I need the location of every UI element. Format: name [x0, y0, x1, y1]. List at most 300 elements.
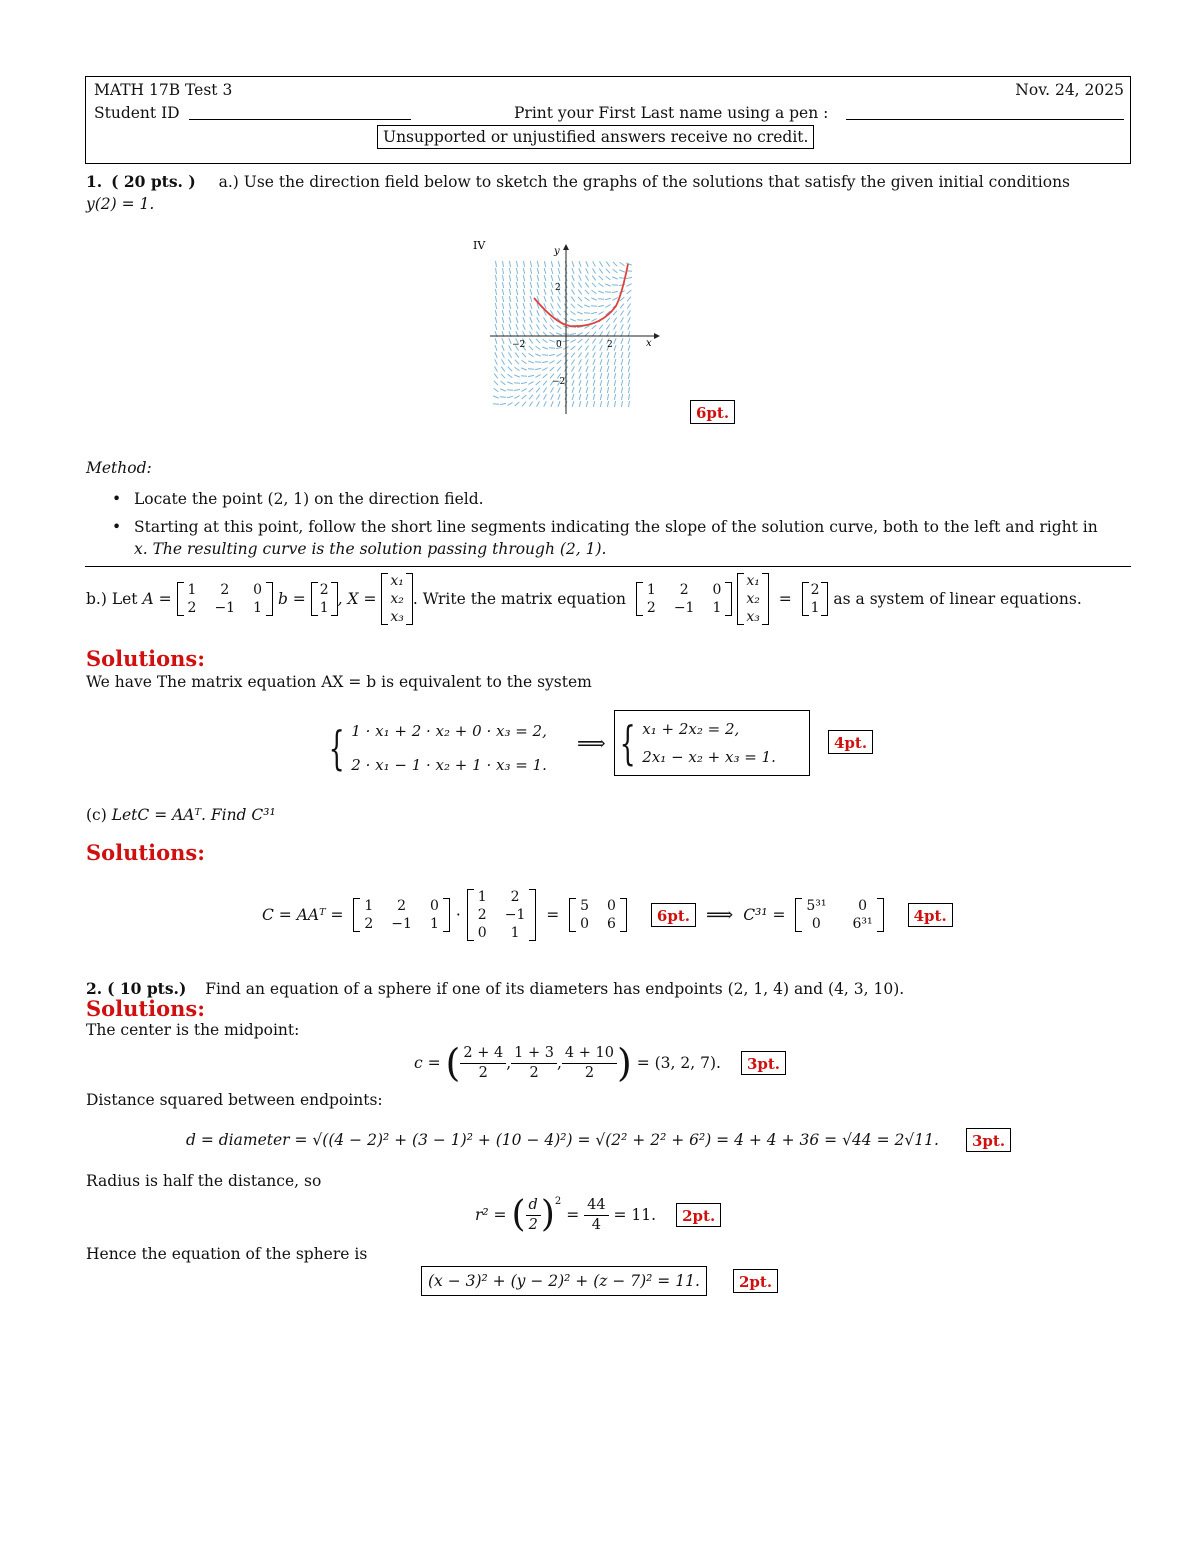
q1b-b-label: b = [277, 590, 306, 608]
slope-segment [544, 296, 546, 302]
slope-segment [593, 401, 594, 407]
slope-segment [619, 270, 625, 272]
slope-segment [621, 352, 623, 358]
equals-sign: = [566, 1206, 580, 1224]
matrix-cell: 0 [712, 582, 722, 598]
slope-segment [572, 380, 574, 386]
slope-segment [537, 268, 538, 274]
q1b-text: . Write the matrix equation [412, 590, 627, 608]
slope-segment [529, 388, 534, 392]
graph-panel-label: IV [473, 239, 486, 252]
matrix-cell: 2 [187, 600, 197, 616]
q1a-points-badge [690, 400, 735, 424]
equation-points-badge [733, 1269, 778, 1293]
radius-result: = 11. [613, 1206, 657, 1224]
q2-number: 2. [86, 979, 103, 998]
slope-segment [529, 346, 533, 350]
slope-segment [621, 345, 623, 351]
slope-segment [494, 388, 499, 392]
slope-segment [501, 359, 504, 364]
slope-segment [585, 283, 589, 288]
matrix-cell: −1 [391, 916, 412, 932]
slope-segment [605, 284, 611, 286]
slope-segment [586, 268, 589, 273]
slope-segment [585, 346, 588, 351]
slope-segment [558, 387, 561, 392]
slope-segment [591, 319, 596, 322]
slope-segment [549, 340, 555, 342]
matrix-cell: 0 [858, 898, 867, 914]
slope-segment [599, 325, 603, 330]
slope-segment [571, 297, 575, 302]
slope-segment [613, 262, 617, 266]
slope-segment [614, 380, 615, 386]
matrix-cell: 1 [810, 600, 820, 616]
slope-segment [508, 360, 512, 365]
slope-segment [571, 304, 575, 308]
slope-segment [535, 354, 541, 356]
matrix-cell: x₂ [746, 591, 760, 607]
slope-segment [507, 382, 513, 384]
matrix-cell: x₃ [390, 609, 404, 625]
center-intro: The center is the midpoint: [86, 1021, 300, 1039]
slope-segment [521, 376, 527, 377]
q1c-solutions-heading: Solutions: [86, 840, 205, 865]
slope-segment [579, 261, 581, 267]
system-row: 2 · x₁ − 1 · x₂ + 1 · x₃ = 1. [351, 756, 547, 774]
slope-segment [515, 353, 519, 358]
slope-segment [509, 268, 510, 274]
matrix-cell: 0 [811, 916, 821, 932]
slope-segment [501, 367, 505, 372]
slope-segment [551, 282, 553, 288]
slope-segment [536, 324, 539, 329]
slope-segment [495, 359, 498, 364]
slope-segment [529, 339, 533, 344]
slope-segment [586, 366, 588, 372]
q1a-text: Use the direction field below to sketch the graphs of the solutions that satisfy the given initial conditions [243, 173, 1071, 191]
y-axis-arrow [563, 244, 569, 250]
slope-segment [508, 352, 511, 357]
slope-segment [586, 394, 588, 400]
tick-label-y-2: 2 [555, 283, 561, 293]
slope-segment [586, 352, 589, 357]
slope-segment [495, 317, 496, 323]
system-simplified-box [614, 710, 810, 776]
slope-segment [585, 290, 589, 294]
q1a-label: a.) [218, 173, 239, 191]
course-title: MATH 17B Test 3 [94, 81, 233, 99]
slope-segment [551, 275, 553, 281]
slope-segment [593, 366, 595, 372]
y-axis-label: y [554, 246, 560, 257]
slope-segment [586, 261, 588, 267]
slope-segment [584, 319, 590, 320]
slope-segment [494, 381, 498, 385]
slope-segment [503, 261, 504, 267]
name-field[interactable] [846, 119, 1124, 120]
slope-segment [621, 380, 622, 386]
center-frac-x [460, 1044, 506, 1083]
slope-segment [600, 380, 602, 386]
slope-segment [572, 275, 574, 281]
slope-segment [500, 397, 506, 398]
slope-segment [537, 261, 538, 267]
q1c-points-badge-2 [908, 903, 953, 927]
slope-segment [516, 289, 517, 295]
name-label: Print your First Last name using a pen : [514, 104, 829, 122]
slope-segment [606, 318, 610, 323]
slope-segment [514, 383, 520, 384]
slope-segment [502, 338, 504, 344]
slope-segment [529, 353, 534, 357]
slope-segment [612, 277, 618, 279]
slope-segment [593, 359, 595, 365]
slope-segment [598, 312, 603, 315]
center-points-text: 3pt. [741, 1051, 786, 1075]
slope-segment [496, 268, 497, 274]
slope-segment [606, 276, 611, 280]
slope-segment [528, 361, 534, 363]
slope-segment [516, 268, 517, 274]
slope-segment [586, 401, 587, 407]
student-id-label: Student ID [94, 104, 180, 122]
q2-points: ( 10 pts.) [107, 979, 187, 998]
slope-segment [549, 348, 555, 349]
slope-segment [577, 312, 583, 314]
slope-segment [586, 387, 588, 393]
slope-segment [495, 282, 496, 288]
slope-segment [550, 367, 555, 371]
slope-segment [529, 395, 533, 400]
slope-segment [598, 291, 604, 293]
slope-segment [543, 381, 547, 386]
matrix-cell: 5³¹ [806, 898, 827, 914]
slope-segment [628, 366, 629, 372]
q1b-points-text: 4pt. [828, 730, 873, 754]
slope-segment [550, 325, 554, 329]
matrix-C [569, 898, 627, 932]
slope-segment [502, 275, 503, 281]
slope-segment [551, 289, 553, 295]
matrix-cell: 2 [397, 898, 407, 914]
slope-segment [557, 303, 560, 308]
slope-segment [593, 380, 595, 386]
matrix-cell: −1 [214, 600, 236, 616]
equation-intro: Hence the equation of the sphere is [86, 1245, 368, 1263]
slope-segment [578, 290, 582, 295]
tick-label-x-neg2: −2 [512, 340, 526, 350]
slope-segment [612, 298, 617, 301]
slope-segment [544, 401, 547, 406]
slope-segment [509, 261, 510, 267]
slope-segment [521, 382, 527, 383]
slope-segment [605, 298, 611, 299]
slope-segment [584, 313, 590, 314]
slope-segment [613, 269, 618, 273]
slope-segment [628, 387, 629, 393]
slope-segment [523, 310, 525, 316]
slope-segment [530, 289, 532, 295]
slope-segment [579, 394, 581, 400]
slope-segment [570, 319, 576, 321]
tick-label-origin: 0 [556, 340, 562, 350]
distance-intro: Distance squared between endpoints: [86, 1091, 383, 1109]
center-lhs: c = [414, 1054, 441, 1072]
q1b-points-badge [828, 730, 873, 754]
slope-segment [600, 366, 602, 372]
slope-segment [628, 380, 629, 386]
q1b-label: b.) [86, 590, 107, 608]
slope-segment [620, 262, 625, 266]
slope-segment [621, 401, 622, 407]
slope-segment [592, 268, 595, 273]
slope-segment [607, 387, 608, 393]
slope-segment [556, 333, 562, 335]
slope-segment [542, 361, 548, 362]
slope-segment [543, 374, 548, 378]
matrix-A-c [353, 898, 449, 932]
slope-segment [502, 317, 504, 323]
slope-segment [600, 373, 602, 379]
slope-segment [522, 360, 527, 364]
distance-points-text: 3pt. [966, 1128, 1011, 1152]
slope-segment [495, 303, 496, 309]
slope-segment [543, 339, 548, 343]
slope-segment [535, 375, 540, 378]
slope-segment [509, 317, 511, 323]
q1c-prompt [86, 806, 276, 824]
slope-segment [495, 352, 497, 358]
slope-segment [607, 401, 608, 407]
frac-numerator: 2 + 4 [460, 1044, 506, 1064]
slope-segment [523, 261, 524, 267]
slope-segment [599, 276, 603, 280]
slope-segment [516, 282, 517, 288]
matrix-cell: 0 [253, 582, 263, 598]
slope-segment [600, 387, 601, 393]
slope-segment [529, 402, 532, 407]
matrix-cell: 0 [580, 916, 589, 932]
slope-segment [501, 374, 505, 378]
slope-segment [536, 381, 541, 385]
slope-segment [530, 310, 532, 316]
slope-segment [598, 299, 604, 300]
slope-segment [507, 396, 513, 397]
slope-segment [522, 402, 526, 407]
q1c-text: LetC = AAᵀ. Find C³¹ [111, 806, 276, 824]
slope-segment [523, 282, 524, 288]
slope-segment [586, 359, 589, 364]
slope-segment [628, 310, 631, 315]
slope-segment [578, 297, 582, 301]
slope-segment [600, 345, 603, 350]
distance-points-badge [966, 1128, 1011, 1152]
slope-segment [600, 394, 601, 400]
slope-segment [502, 345, 504, 351]
slope-segment [572, 373, 575, 378]
slope-segment [523, 317, 525, 323]
radius-frac-d [526, 1196, 541, 1235]
slope-segment [494, 374, 498, 379]
radius-points-badge [676, 1203, 721, 1227]
slope-segment [494, 366, 497, 371]
slope-segment [628, 345, 630, 351]
slope-segment [579, 387, 581, 393]
slope-segment [528, 369, 534, 370]
slope-segment [537, 289, 539, 295]
slope-segment [592, 290, 597, 294]
matrix-cell: x₁ [746, 573, 760, 589]
frac-numerator: 1 + 3 [511, 1044, 557, 1064]
slope-segment [558, 268, 560, 274]
slope-segment [549, 354, 555, 355]
center-equation: c = ( $\frac{2 + 4}{2}$ , $\frac{1 + 3}{2}$ , $\frac{4 + 10}{2}$ ) = (3, 2, 7). 3pt. [414, 1040, 786, 1086]
q2-prompt [86, 979, 904, 998]
vector-b-repeat [802, 582, 829, 616]
x-axis-label: x [646, 338, 652, 349]
slope-segment [579, 366, 582, 371]
slope-segment [621, 373, 622, 379]
slope-segment [551, 268, 553, 274]
slope-segment [607, 380, 608, 386]
slope-segment [614, 387, 615, 393]
slope-segment [542, 355, 548, 356]
slope-segment [558, 394, 560, 400]
slope-segment [628, 317, 631, 322]
slope-segment [516, 310, 518, 316]
matrix-cell: 2 [646, 600, 656, 616]
slope-segment [509, 345, 512, 350]
slope-segment [502, 324, 504, 330]
matrix-AT [467, 889, 537, 941]
slope-segment [509, 310, 511, 316]
left-brace: { [328, 721, 345, 775]
slope-segment [495, 345, 497, 351]
matrix-cell: 2 [220, 582, 230, 598]
slope-segment [514, 389, 520, 390]
vector-X-repeat [737, 573, 769, 625]
slope-segment [629, 401, 630, 407]
slope-segment [607, 366, 609, 372]
open-paren: ( [445, 1041, 461, 1085]
slope-segment [598, 305, 604, 306]
slope-segment [537, 282, 539, 288]
slope-segment [516, 324, 518, 330]
method-list [108, 488, 1128, 560]
q1c-result-lhs: C³¹ = [743, 906, 786, 924]
distance-equation: d = diameter = √((4 − 2)² + (3 − 1)² + (10 − 4)²) = √(2² + 2² + 6²) = 4 + 4 + 36 = √44 = 2√11. [186, 1131, 939, 1149]
slope-segment [516, 275, 517, 281]
student-id-field[interactable] [189, 119, 411, 120]
slope-segment [572, 268, 574, 274]
slope-segment [599, 283, 604, 287]
slope-segment [530, 268, 531, 274]
slope-segment [614, 352, 616, 358]
slope-segment [500, 389, 506, 391]
slope-segment [621, 338, 623, 344]
slope-segment [628, 324, 630, 330]
matrix-A [177, 582, 273, 616]
slope-segment [530, 317, 532, 323]
slope-segment [501, 381, 506, 385]
slope-segment [614, 345, 616, 351]
slope-segment [606, 262, 610, 267]
slope-segment [586, 373, 588, 379]
test-date: Nov. 24, 2025 [1015, 81, 1124, 99]
method-step-text: Starting at this point, follow the short line segments indicating the slope of the solution curve, both to the left and right in [134, 518, 1098, 536]
slope-segment [537, 310, 539, 316]
slope-segment [516, 261, 517, 267]
slope-segment [509, 282, 510, 288]
matrix-cell: 1 [477, 889, 487, 905]
slope-segment [557, 360, 562, 364]
slope-segment [593, 394, 594, 400]
frac-denominator: 2 [529, 1064, 539, 1081]
slope-segment [578, 339, 583, 343]
section-divider [85, 566, 1131, 567]
slope-segment [599, 261, 602, 266]
slope-segment [584, 305, 590, 307]
matrix-cell: x₃ [746, 609, 760, 625]
radius-intro: Radius is half the distance, so [86, 1172, 322, 1190]
slope-segment [579, 268, 581, 274]
slope-segment [621, 324, 624, 329]
center-points-badge [741, 1051, 786, 1075]
q1a-initial-condition: y(2) = 1. [86, 195, 155, 213]
slope-segment [572, 282, 575, 287]
matrix-cell: 1 [319, 600, 329, 616]
slope-segment [530, 296, 532, 302]
slope-segment [570, 333, 576, 334]
slope-segment [523, 268, 524, 274]
frac-numerator: 44 [584, 1196, 608, 1216]
slope-segment [571, 289, 574, 294]
direction-field-graph [470, 236, 670, 416]
header-box [85, 76, 1131, 164]
slope-segment [549, 361, 554, 364]
slope-segment [558, 401, 560, 407]
close-paren: ) [540, 1194, 555, 1235]
q1-number: 1. [86, 172, 103, 191]
q1c-label: (c) [86, 806, 107, 824]
slope-segment [516, 303, 518, 309]
slope-segment [514, 396, 519, 399]
slope-segment [591, 312, 597, 313]
slope-segment [507, 403, 512, 406]
q2-text: Find an equation of a sphere if one of its diameters has endpoints (2, 1, 4) and (4, 3, 10). [205, 980, 905, 998]
q1c-points-text-1: 6pt. [651, 903, 696, 927]
slope-segment [621, 359, 623, 365]
center-result: = (3, 2, 7). [636, 1054, 721, 1072]
radius-points-text: 2pt. [676, 1203, 721, 1227]
matrix-cell: x₁ [390, 573, 404, 589]
slope-segment [530, 282, 531, 288]
slope-segment [620, 304, 624, 309]
slope-segment [614, 373, 615, 379]
slope-segment [537, 317, 540, 322]
matrix-cell: −1 [673, 600, 695, 616]
slope-segment [607, 394, 608, 400]
slope-segment [571, 360, 574, 365]
slope-segment [593, 261, 596, 266]
matrix-cell: 2 [364, 916, 374, 932]
matrix-cell: x₂ [390, 591, 404, 607]
radius-lhs: r² = [475, 1206, 507, 1224]
slope-segment [516, 317, 518, 323]
slope-segment [579, 380, 581, 386]
frac-denominator: 4 [591, 1216, 601, 1233]
